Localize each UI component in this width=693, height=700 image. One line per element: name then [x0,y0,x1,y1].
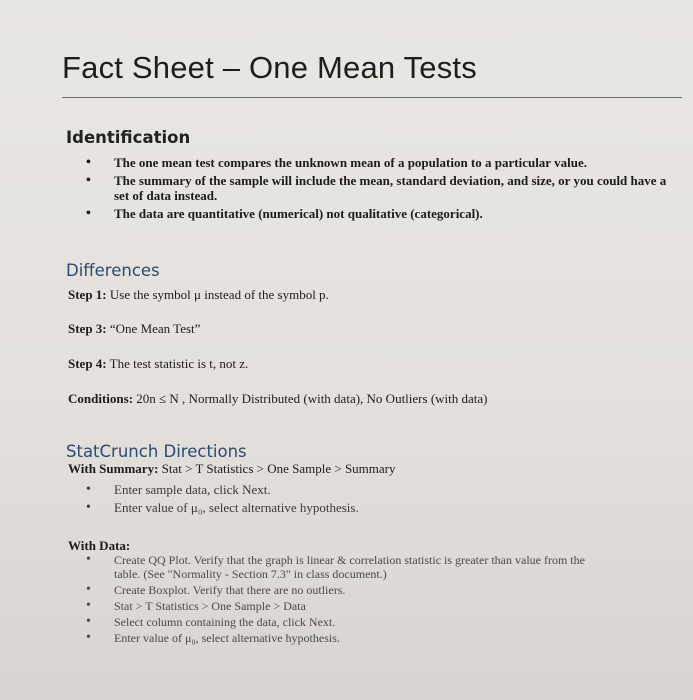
step3-label: Step 3: [68,321,107,336]
with-summary-line [68,461,396,477]
step1-label: Step 1: [68,287,107,302]
conditions-text: 20n ≤ N , Normally Distributed (with data), No Outliers (with data) [136,391,488,406]
step3-line [68,321,200,337]
list-item: • The summary of the sample will include the mean, standard deviation, and size, or you could have a set of data instead. [86,173,676,203]
step1-line [68,287,329,303]
step3-text: “One Mean Test” [109,321,201,336]
list-item: • Enter sample data, click Next. [86,482,646,497]
list-item: • Select column containing the data, click Next. [86,615,606,629]
list-item: • The one mean test compares the unknown mean of a population to a particular value. [86,155,676,170]
list-item: • Enter value of μ₀, select alternative hypothesis. [86,500,646,515]
conditions-line [68,391,487,407]
title-rule [62,97,682,98]
identification-list [86,155,676,224]
identification-heading: Identification [66,128,191,147]
with-data-line [68,538,130,554]
summary-list [86,482,646,518]
list-item: • Stat > T Statistics > One Sample > Data [86,599,606,613]
statcrunch-heading: StatCrunch Directions [66,442,247,461]
data-list [86,553,606,647]
list-item: • The data are quantitative (numerical) not qualitative (categorical). [86,206,676,221]
step1-text: Use the symbol μ instead of the symbol p. [109,287,329,302]
step4-text: The test statistic is t, not z. [109,356,249,371]
list-item: • Enter value of μ₀, select alternative hypothesis. [86,631,606,645]
list-item: • Create Boxplot. Verify that there are no outliers. [86,583,606,597]
step4-label: Step 4: [68,356,107,371]
conditions-label: Conditions: [68,391,134,406]
with-summary-label: With Summary: [68,461,159,476]
page-title: Fact Sheet – One Mean Tests [62,50,477,85]
list-item: • Create QQ Plot. Verify that the graph is linear & correlation statistic is greater than value from the table. (See "Normality - Section 7.3" in class document.) [86,553,606,581]
with-data-label: With Data: [68,538,131,553]
with-summary-path: Stat > T Statistics > One Sample > Summary [161,461,396,476]
differences-heading: Differences [66,261,160,280]
step4-line [68,356,248,372]
